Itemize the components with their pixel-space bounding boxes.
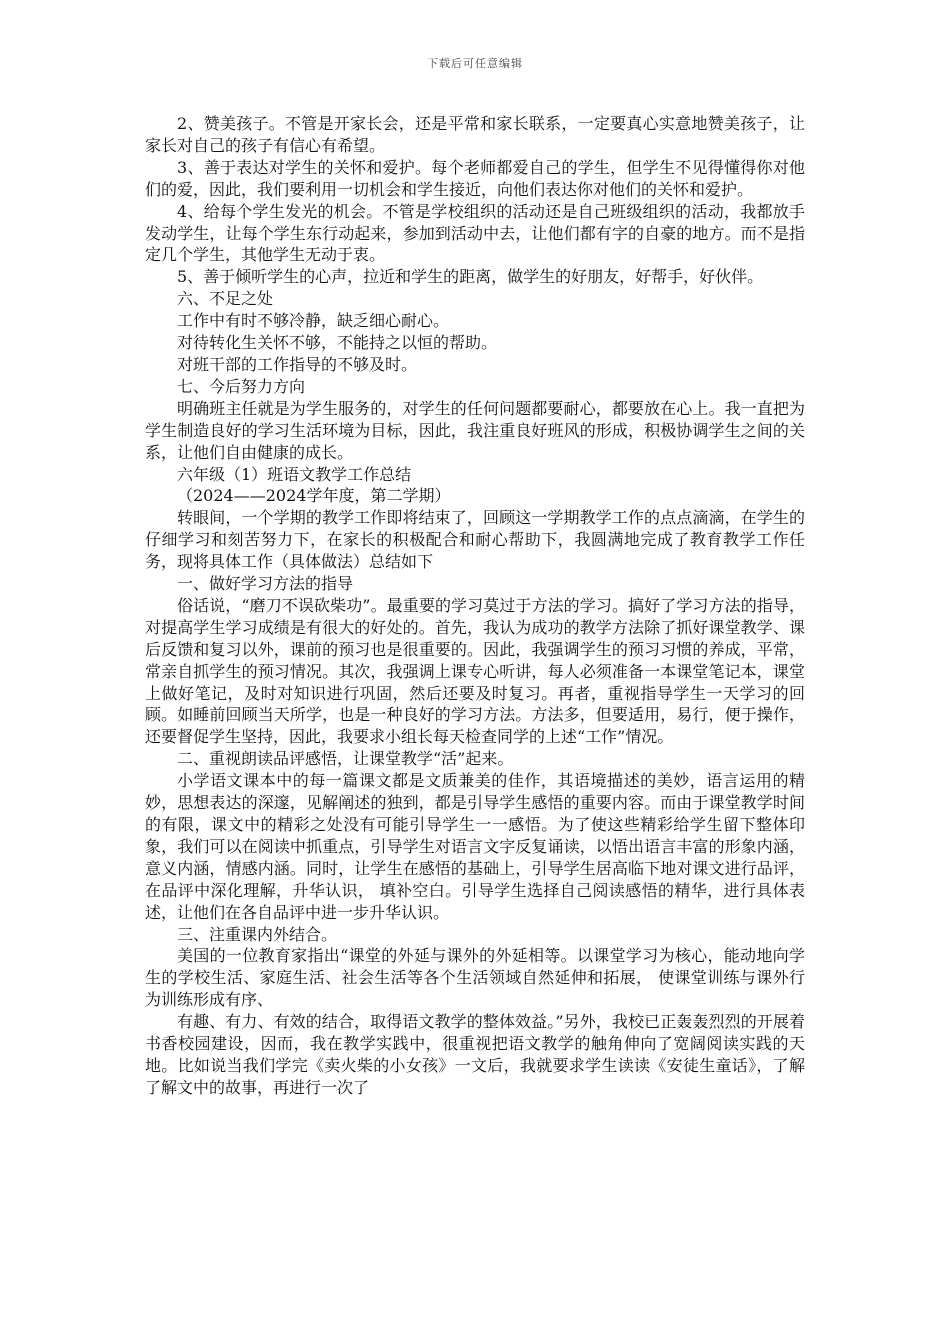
section-heading: 三、注重课内外结合。 [177, 924, 338, 944]
paragraph: 5、善于倾听学生的心声，拉近和学生的距离，做学生的好朋友，好帮手，好伙伴。 [177, 267, 764, 287]
paragraph: 明确班主任就是为学生服务的，对学生的任何问题都要耐心，都要放在心上。我一直把为学生制造良好的学习生活环境为目标，因此，我注重良好班风的形成，积极协调学生之间的关系，让他们自由健康的成长。 [145, 398, 805, 462]
document-body [145, 113, 805, 1099]
paragraph: 工作中有时不够冷静，缺乏细心耐心。 [177, 311, 450, 331]
paragraph: 对待转化生关怀不够，不能持之以恒的帮助。 [177, 333, 498, 353]
paragraph: 有趣、有力、有效的结合，取得语文教学的整体效益。”另外，我校已正轰轰烈烈的开展着书香校园建设，因而，我在教学实践中，很重视把语文教学的触角伸向了宽阔阅读实践的天地。比如说当我们学完《卖火柴的小女孩》一文后，我就要求学生读读《安徒生童话》，了解了解文中的故事，再进行一次了 [145, 1012, 805, 1097]
paragraph: 2、赞美孩子。不管是开家长会，还是平常和家长联系，一定要真心实意地赞美孩子，让家长对自己的孩子有信心有希望。 [145, 114, 805, 155]
page-header: 下载后可任意编辑 [427, 57, 523, 70]
document-title: 六年级（1）班语文教学工作总结 [177, 464, 412, 484]
section-heading: 二、重视朗读品评感悟，让课堂教学“活”起来。 [177, 749, 514, 769]
paragraph: 4、给每个学生发光的机会。不管是学校组织的活动还是自己班级组织的活动，我都放手发动学生，让每个学生东行动起来，参加到活动中去，让他们都有字的自豪的地方。而不是指定几个学生，其他学生无动于衷。 [145, 201, 805, 265]
paragraph: 对班干部的工作指导的不够及时。 [177, 354, 418, 374]
paragraph: 小学语文课本中的每一篇课文都是文质兼美的佳作，其语境描述的美妙，语言运用的精妙，思想表达的深邃，见解阐述的独到，都是引导学生感悟的重要内容。而由于课堂教学时间的有限，课文中的精彩之处没有可能引导学生一一感悟。为了使这些精彩给学生留下整体印象，我们可以在阅读中抓重点，引导学生对语言文字反复诵读，以悟出语言丰富的形象内涵，意义内涵，情感内涵。同时，让学生在感悟的基础上，引导学生居高临下地对课文进行品评，在品评中深化理解，升华认识， 填补空白。引导学生选择自己阅读感悟的精华，进行具体表述，让他们在各自品评中进一步升华认识。 [145, 771, 805, 922]
paragraph: 美国的一位教育家指出“课堂的外延与课外的外延相等。以课堂学习为核心，能动地向学生的学校生活、家庭生活、社会生活等各个生活领域自然延伸和拓展， 使课堂训练与课外行为训练形成有序、 [145, 946, 805, 1010]
paragraph: 转眼间，一个学期的教学工作即将结束了，回顾这一学期教学工作的点点滴滴，在学生的仔细学习和刻苦努力下，在家长的积极配合和耐心帮助下，我圆满地完成了教育教学工作任务，现将具体工作（具体做法）总结如下 [145, 508, 805, 572]
section-heading: 一、做好学习方法的指导 [177, 574, 354, 594]
section-heading: 七、今后努力方向 [177, 376, 306, 396]
document-subtitle: （2024——2024学年度，第二学期） [177, 486, 451, 506]
paragraph: 3、善于表达对学生的关怀和爱护。每个老师都爱自己的学生，但学生不见得懂得你对他们的爱，因此，我们要利用一切机会和学生接近，向他们表达你对他们的关怀和爱护。 [145, 157, 805, 199]
paragraph: 俗话说，“磨刀不误砍柴功”。最重要的学习莫过于方法的学习。搞好了学习方法的指导，对提高学生学习成绩是有很大的好处的。首先，我认为成功的教学方法除了抓好课堂教学、课后反馈和复习以外，课前的预习也是很重要的。因此，我强调学生的预习习惯的养成，平常，常亲自抓学生的预习情况。其次，我强调上课专心听讲，每人必须准备一本课堂笔记本，课堂上做好笔记，及时对知识进行巩固，然后还要及时复习。再者，重视指导学生一天学习的回顾。如睡前回顾当天所学，也是一种良好的学习方法。方法多，但要适用，易行，便于操作，还要督促学生坚持，因此，我要求小组长每天检查同学的上述“工作”情况。 [145, 595, 805, 747]
section-heading: 六、不足之处 [177, 289, 274, 309]
